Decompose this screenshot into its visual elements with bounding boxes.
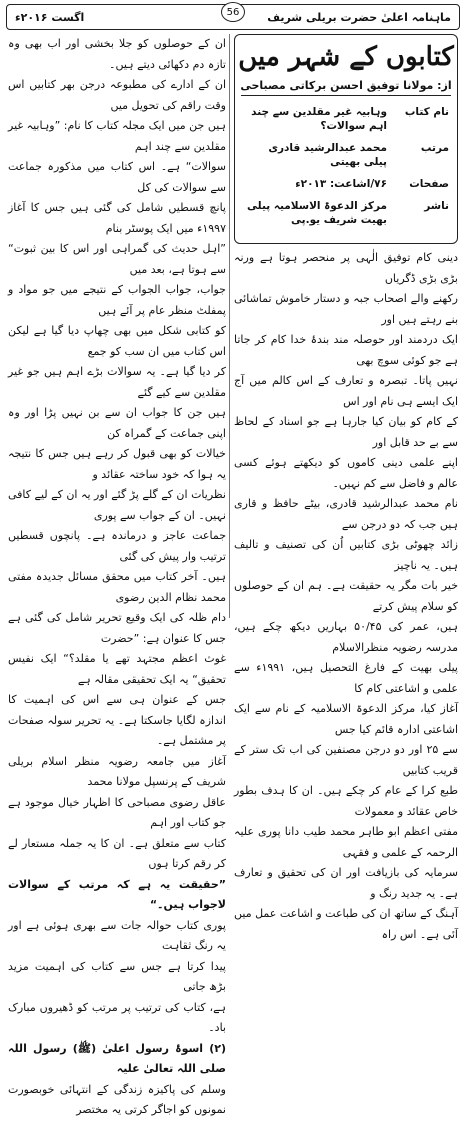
right-column — [234, 248, 458, 945]
text-line: نام محمد عبدالرشید قادری، بیٹے حافظ و قاری ہیں جب کہ دو درجن سے — [234, 497, 458, 531]
text-line: خیالات کو بھی قبول کر رہے ہیں جس کا نتیجہ یہ ہوا کہ خود ساختہ عقائد و — [8, 447, 226, 481]
text-line: ہیں۔ آخر کتاب میں محقق مسائل جدیدہ مفتی محمد نظام الدین رضوی — [8, 570, 226, 604]
text-line: آغاز میں جامعہ رضویہ منظر اسلام بریلی شریف کے پرنسپل مولانا محمد — [8, 754, 226, 788]
info-value: محمد عبدالرشید قادری پیلی بھیتی — [268, 142, 387, 168]
text-line: رکھنے والے اصحاب جبہ و دستار خاموش تماشائی بنے رہتے ہیں اور — [234, 292, 458, 326]
left-column — [8, 34, 226, 1121]
text-line: جس کے عنوان ہی سے اس کی اہمیت کا اندازہ لگایا جاسکتا ہے۔ یہ تحریر سولہ صفحات پر مشتمل ہے۔ — [8, 693, 226, 747]
text-line: ”اہل حدیث کی گمراہی اور اس کا بین ثبوت“ سے ہوتا ہے، بعد میں — [8, 242, 226, 276]
text-line: ان کے ادارے کی مطبوعہ درجن بھر کتابیں اس وقت راقم کی تحویل میں — [8, 78, 226, 112]
text-line: ہیں جن میں ایک مجلہ کتاب کا نام: ”وہابیہ غیر مقلدین سے چند اہم — [8, 119, 226, 153]
text-line: پانچ قسطیں شامل کی گئی ہیں جس کا آغاز ۱۹۹۷ء میں ایک پوسٹر بنام — [8, 201, 226, 235]
text-line: نہیں پاتا۔ تبصرہ و تعارف کے اس کالم میں آج ایک ایسے ہی نام اور اس — [234, 374, 458, 408]
text-line: کے کام کو بیان کیا جارہا ہے جو اسناد کے لحاظ سے بے حد قابل اور — [234, 415, 458, 449]
info-value: ۷۶/اشاعت: ۲۰۱۳ء — [295, 178, 387, 190]
text-line: دینی کام توفیق الٰہی پر منحصر ہوتا ہے ورنہ بڑی بڑی ڈگریاں — [234, 251, 458, 285]
text-line: غوث اعظم مجتہد تھے یا مقلد؟“ ایک نفیس تحقیق“ یہ ایک تحقیقی مقالہ ہے — [8, 652, 226, 686]
info-row — [241, 137, 451, 173]
text-line: خیر بات مگر یہ حقیقت ہے۔ ہم ان کے حوصلوں کو سلام پیش کرتے — [234, 579, 458, 613]
text-line: ہیں، عمر کی ۵۰/۴۵ بہاریں دیکھ چکے ہیں، مدرسہ رضویہ منظرالاسلام — [234, 620, 458, 654]
column-divider — [229, 34, 230, 618]
issue-date: اگست ۲۰۱۶ء — [15, 10, 85, 24]
info-value: وہابیہ غیر مقلدین سے چند اہم سوالات؟ — [251, 106, 387, 132]
text-line: نظریات ان کے گلے پڑ گئے اور یہ ان کے لیے کافی نہیں۔ ان کے جواب سے پوری — [8, 488, 226, 522]
text-line: کتاب سے متعلق ہے۔ ان کا یہ جملہ مستعار لے کر رقم کرتا ہوں — [8, 836, 226, 870]
text-line: سوالات“ ہے۔ اس کتاب میں مذکورہ جماعت سے سوالات کی کل — [8, 160, 226, 194]
info-label: ناشر — [424, 200, 449, 212]
text-line: جواب، جواب الجواب کے نتیجے میں جو مواد و پمفلٹ منظر عام پر آئے ہیں — [8, 283, 226, 317]
info-row — [241, 173, 451, 195]
text-line: وسلم کی پاکیزہ زندگی کے انتہائی خوبصورت نمونوں کو اجاگر کرتی یہ مختصر — [8, 1082, 226, 1116]
text-line: جماعت عاجز و درماندہ ہے۔ پانچوں قسطیں ترتیب وار پیش کی گئی — [8, 529, 226, 563]
magazine-title: ماہنامہ اعلیٰ حضرت بریلی شریف — [267, 10, 451, 24]
text-line: آہنگ کے ساتھ ان کی طباعت و اشاعت عمل میں آئی ہے۔ اس راہ — [234, 907, 458, 941]
book-info-table — [241, 101, 451, 231]
page-number: 56 — [221, 2, 245, 22]
section-heading-line: (۲) اسوۂ رسول اعلیٰ (ﷺ) رسول اللہ صلی اللہ تعالیٰ علیہ — [8, 1041, 226, 1075]
text-line: ہیں جن کا جواب ان سے بن نہیں پڑا اور وہ اپنی جماعت کے گمراہ کن — [8, 406, 226, 440]
info-label: مرتب — [420, 142, 449, 154]
author-line: از: مولانا توفیق احسن برکاتی مصباحی — [240, 79, 452, 92]
text-line: ان کے حوصلوں کو جلا بخشی اور اب بھی وہ تازہ دم دکھائی دیتے ہیں۔ — [8, 37, 226, 71]
text-line: عاقل رضوی مصباحی کا اظہار خیال موجود ہے جو کتاب اور اہم — [8, 795, 226, 829]
text-line: پیدا کرتا ہے جس سے کتاب کی اہمیت مزید بڑھ جاتی — [8, 959, 226, 993]
info-row — [241, 101, 451, 137]
article-title-box — [234, 34, 458, 244]
text-line: طبع کرا کے عام کر چکے ہیں۔ ان کا ہدف بطور خاص عقائد و معمولات — [234, 784, 458, 818]
quote-line: ”حقیقت یہ ہے کہ مرتب کے سوالات لاجواب ہیں۔“ — [8, 877, 226, 911]
info-value: مرکز الدعوۃ الاسلامیہ پیلی بھیت شریف یو.پی — [247, 200, 387, 226]
info-label: نام کتاب — [404, 106, 449, 118]
info-label: صفحات — [409, 178, 449, 190]
text-line: پیلی بھیت کے فارغ التحصیل ہیں، ۱۹۹۱ء سے علمی و اشاعتی کام کا — [234, 661, 458, 695]
text-line: ایک دردمند اور حوصلہ مند بندۂ خدا کام کر جاتا ہے جو کوئی سوچ بھی — [234, 333, 458, 367]
text-line: سرمایہ کی بازیافت اور ان کی تحقیق و تعارف ہے۔ یہ جدید رنگ و — [234, 866, 458, 900]
text-line: کو کتابی شکل میں بھی چھاپ دیا گیا ہے لیکن اس کتاب میں ان سب کو جمع — [8, 324, 226, 358]
text-line: پوری کتاب حوالہ جات سے بھری ہوئی ہے اور یہ رنگ ثقاہت — [8, 918, 226, 952]
text-line: مفتی اعظم ابو طاہر محمد طیب دانا پوری علیہ الرحمہ کے علمی و فقہی — [234, 825, 458, 859]
text-line: دام ظلہ کی ایک وقیع تحریر شامل کی گئی ہے جس کا عنوان ہے: ”حضرت — [8, 611, 226, 645]
text-line: ہے، کتاب کی ترتیب پر مرتب کو ڈھیروں مبارک باد۔ — [8, 1000, 226, 1034]
info-row — [241, 195, 451, 231]
article-title: کتابوں کے شہر میں — [238, 42, 454, 72]
text-line: اپنے علمی دینی کاموں کو دیکھتے ہوئے کسی عالم و فاضل سے کم نہیں۔ — [234, 456, 458, 490]
title-divider — [241, 95, 451, 96]
text-line: کر دیا گیا ہے۔ یہ سوالات بڑے اہم ہیں جو غیر مقلدین سے کیے گئے — [8, 365, 226, 399]
text-line: آغاز کیا، مرکز الدعوۃ الاسلامیہ کے نام سے ایک اشاعتی ادارہ قائم کیا جس — [234, 702, 458, 736]
text-line: سے ۲۵ اور دو درجن مصنفین کی اب تک ستر کے قریب کتابیں — [234, 743, 458, 777]
text-line: زائد چھوٹی بڑی کتابیں اُن کی تصنیف و تالیف ہیں۔ یہ ناچیز — [234, 538, 458, 572]
